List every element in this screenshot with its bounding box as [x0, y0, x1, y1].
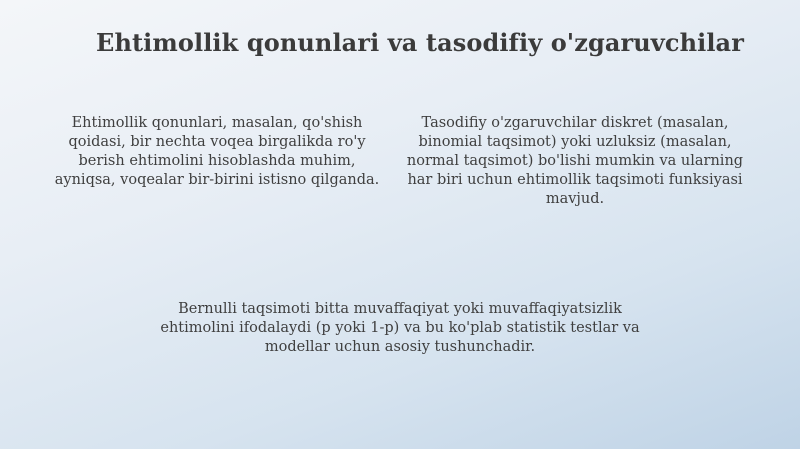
right-paragraph: Tasodifiy o'zgaruvchilar diskret (masalan, binomial taqsimot) yoki uzluksiz (masalan, normal taqsimot) bo'lishi mumkin va ularning har biri uchun ehtimollik taqsimoti funksiyasi mavjud. — [406, 115, 744, 207]
bottom-paragraph: Bernulli taqsimoti bitta muvaffaqiyat yoki muvaffaqiyatsizlik ehtimolini ifodalaydi (p yoki 1-p) va bu ko'plab statistik testlar va modellar uchun asosiy tushunchadir. — [160, 301, 640, 355]
left-paragraph: Ehtimollik qonunlari, masalan, qo'shish qoidasi, bir nechta voqea birgalikda ro'y berish ehtimolini hisoblashda muhim, ayniqsa, voqealar bir-birini istisno qilganda. — [54, 115, 380, 188]
slide-title: Ehtimollik qonunlari va tasodifiy o'zgaruvchilar — [96, 28, 744, 57]
